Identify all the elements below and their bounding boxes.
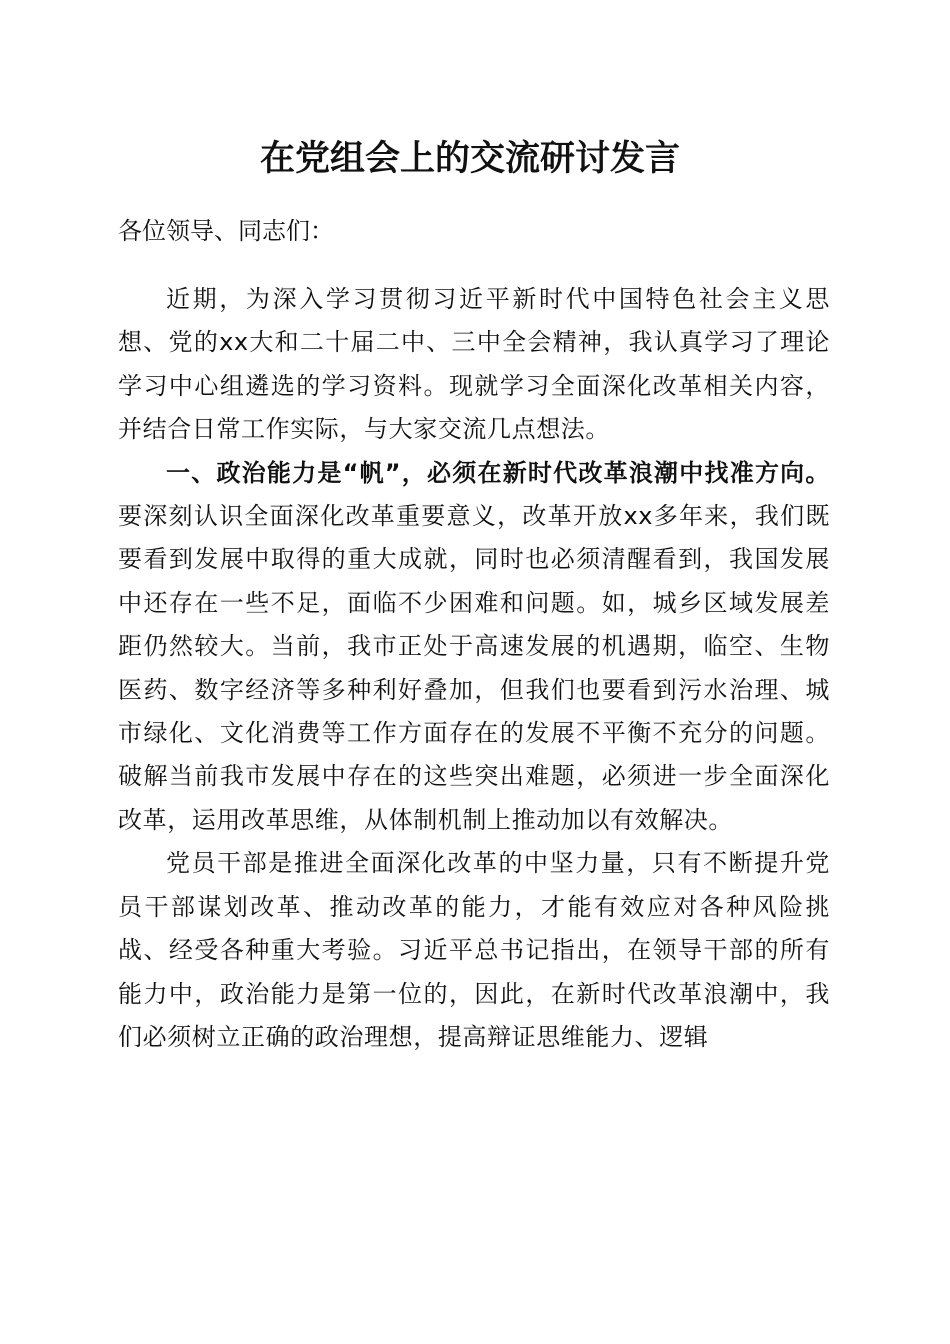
- paragraph-cadres: [118, 842, 830, 1059]
- paragraph-text: 要深刻认识全面深化改革重要意义，改革开放xx多年来，我们既要看到发展中取得的重大成就，同时也必须清醒看到，我国发展中还存在一些不足，面临不少困难和问题。如，城乡区域发展差距仍然较大。当前，我市正处于高速发展的机遇期，临空、生物医药、数字经济等多种利好叠加，但我们也要看到污水治理、城市绿化、文化消费等工作方面存在的发展不平衡不充分的问题。破解当前我市发展中存在的这些突出难题，必须进一步全面深化改革，运用改革思维，从体制机制上推动加以有效解决。: [118, 502, 830, 834]
- paragraph-text: 近期，为深入学习贯彻习近平新时代中国特色社会主义思想、党的xx大和二十届二中、三中全会精神，我认真学习了理论学习中心组遴选的学习资料。现就学习全面深化改革相关内容，并结合日常工作实际，与大家交流几点想法。: [118, 285, 830, 444]
- paragraph-text: 党员干部是推进全面深化改革的中坚力量，只有不断提升党员干部谋划改革、推动改革的能力，才能有效应对各种风险挑战、经受各种重大考验。习近平总书记指出，在领导干部的所有能力中，政治能力是第一位的，因此，在新时代改革浪潮中，我们必须树立正确的政治理想，提高辩证思维能力、逻辑: [118, 849, 830, 1051]
- document-title: 在党组会上的交流研讨发言: [259, 138, 680, 179]
- paragraph-intro: [118, 278, 830, 452]
- section-heading: 一、政治能力是“帆”，必须在新时代改革浪潮中找准方向。: [166, 458, 830, 487]
- paragraph-section-one: [118, 452, 830, 843]
- document-body: [118, 278, 830, 1059]
- salutation: 各位领导、同志们：: [118, 217, 334, 245]
